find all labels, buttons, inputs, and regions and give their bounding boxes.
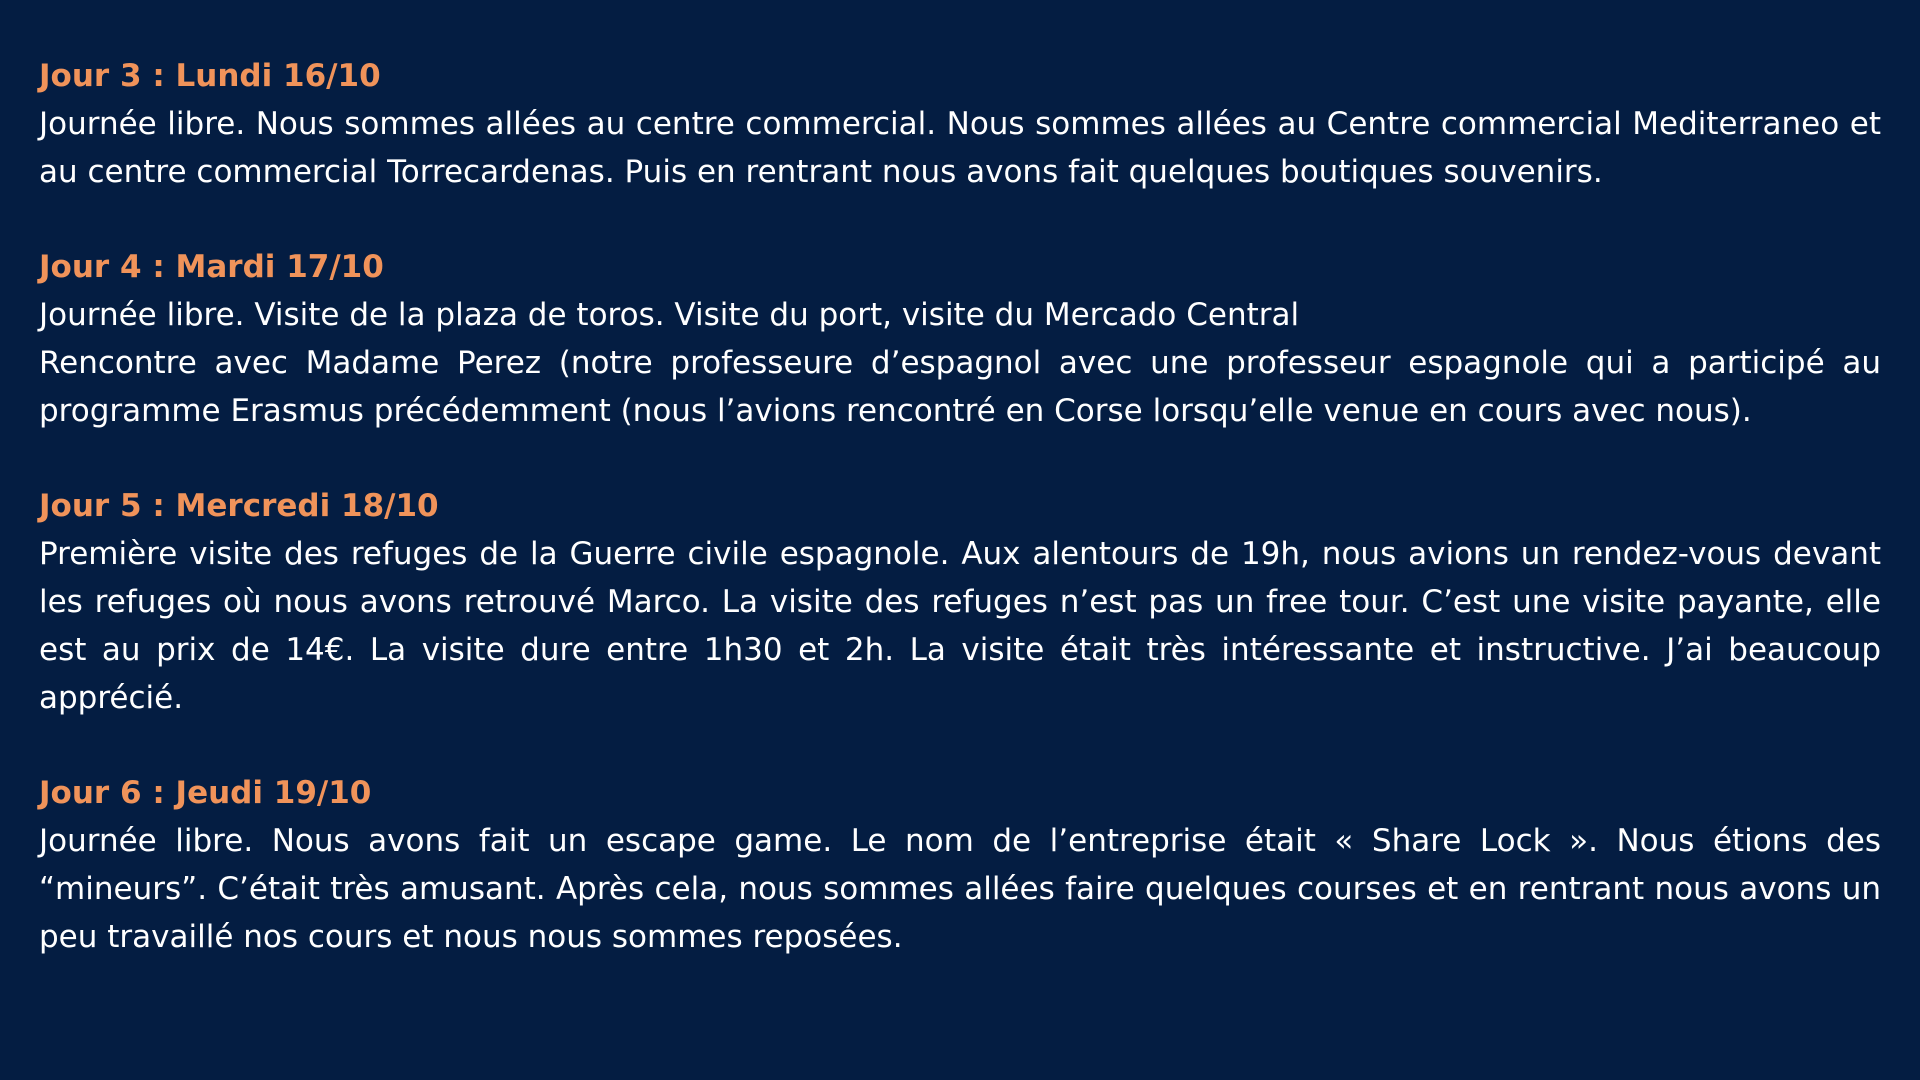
journal-page xyxy=(39,52,1881,1008)
day-section-6 xyxy=(39,769,1881,961)
day-paragraph: Journée libre. Nous sommes allées au centre commercial. Nous sommes allées au Centre commercial Mediterraneo et au centre commercial Torrecardenas. Puis en rentrant nous avons fait quelques boutiques souvenirs. xyxy=(39,106,1881,190)
day-paragraph: Première visite des refuges de la Guerre civile espagnole. Aux alentours de 19h, nous avions un rendez-vous devant les refuges où nous avons retrouvé Marco. La visite des refuges n’est pas un free tour. C’est une visite payante, elle est au prix de 14€. La visite dure entre 1h30 et 2h. La visite était très intéressante et instructive. J’ai beaucoup apprécié. xyxy=(39,536,1881,716)
day-paragraph: Journée libre. Nous avons fait un escape game. Le nom de l’entreprise était « Share Lock ». Nous étions des “mineurs”. C’était très amusant. Après cela, nous sommes allées faire quelques courses et en rentrant nous avons un peu travaillé nos cours et nous nous sommes reposées. xyxy=(39,823,1881,955)
day-paragraph: Journée libre. Visite de la plaza de toros. Visite du port, visite du Mercado Central xyxy=(39,297,1300,333)
day-title: Jour 6 : Jeudi 19/10 xyxy=(39,775,372,811)
day-title: Jour 3 : Lundi 16/10 xyxy=(39,58,381,94)
day-paragraph: Rencontre avec Madame Perez (notre professeure d’espagnol avec une professeur espagnole qui a participé au programme Erasmus précédemment (nous l’avions rencontré en Corse lorsqu’elle venue en cours avec nous). xyxy=(39,345,1881,429)
day-title: Jour 4 : Mardi 17/10 xyxy=(39,249,384,285)
day-title: Jour 5 : Mercredi 18/10 xyxy=(39,488,439,524)
day-section-4 xyxy=(39,243,1881,435)
day-section-5 xyxy=(39,482,1881,722)
day-section-3 xyxy=(39,52,1881,196)
